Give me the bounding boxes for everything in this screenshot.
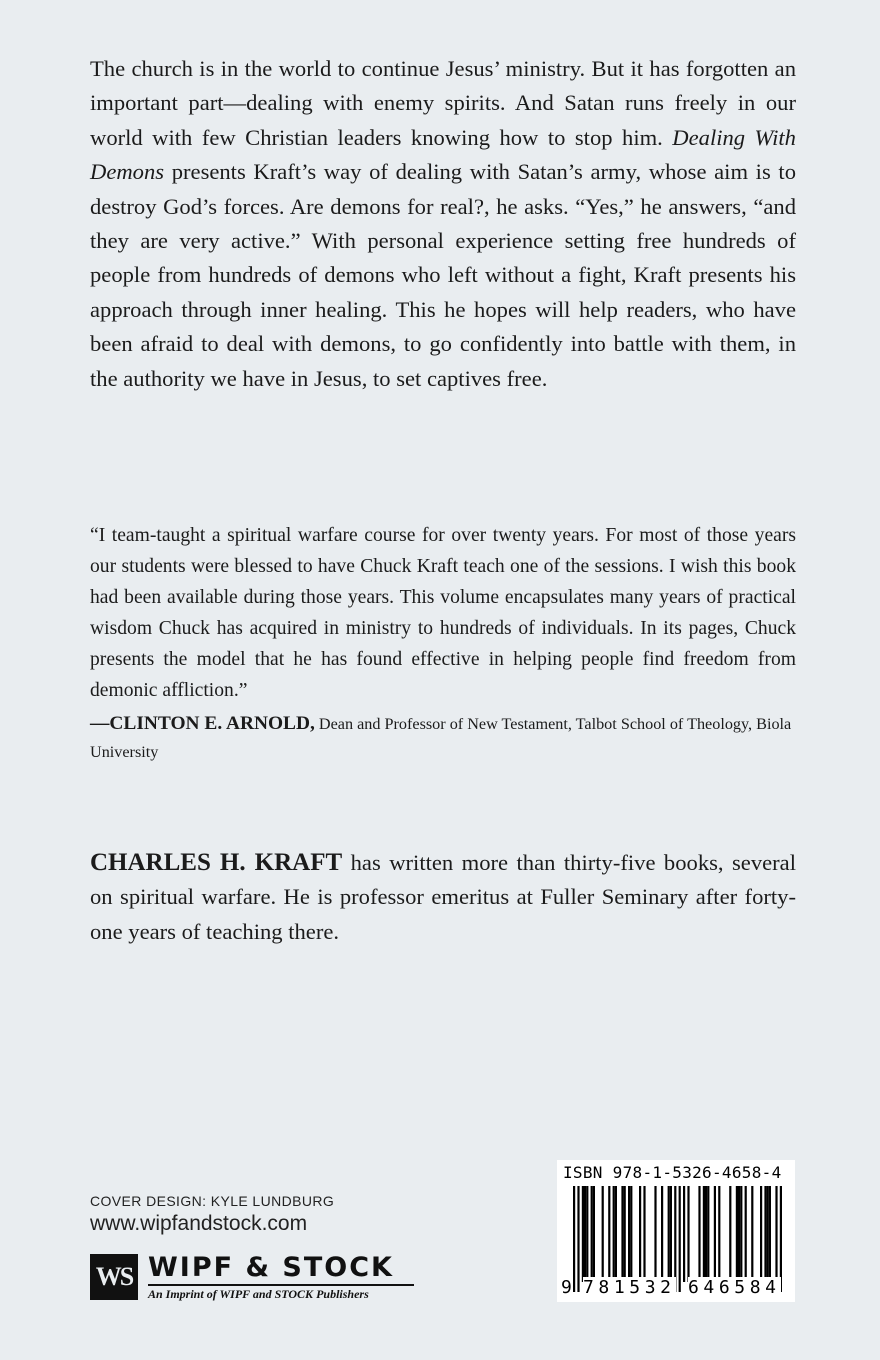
barcode-bar — [628, 1186, 630, 1282]
barcode-bar — [714, 1186, 716, 1282]
barcode-bar — [586, 1186, 588, 1282]
endorsement-quote: “I team-taught a spiritual warfare course for over twenty years. For most of those years our students were blessed to have Chuck Kraft teach one of the sessions. I wish this book had been available during those years. This volume encapsulates many years of practical wisdom Chuck has acquired in ministry to hundreds of individuals. In its pages, Chuck presents the model that he has found effective in helping people find freedom from demonic affliction.” — [90, 525, 796, 701]
barcode-bar — [584, 1186, 586, 1282]
barcode-bar — [707, 1186, 709, 1282]
barcode-bar — [760, 1186, 762, 1282]
barcode-bar — [769, 1186, 771, 1282]
barcode-bar — [683, 1186, 685, 1282]
author-bio-text: has written more than thirty-five books, several on spiritual warfare. He is professor emeritus at Fuller Seminary after forty-one years of teaching there. — [90, 850, 796, 944]
endorser-affiliation: Dean and Professor of New Testament, Talbot School of Theology, Biola University — [90, 715, 792, 761]
publisher-name: WIPF & STOCK — [148, 1252, 394, 1283]
barcode-lead-digit: 9 — [561, 1277, 572, 1298]
author-bio — [90, 846, 796, 949]
barcode-left-digits: 781532 — [583, 1277, 676, 1298]
author-name: CHARLES H. KRAFT — [90, 849, 343, 876]
barcode-bar — [767, 1186, 769, 1282]
barcode-bar — [591, 1186, 593, 1282]
endorsement-attribution — [90, 710, 796, 766]
barcode-bar — [593, 1186, 595, 1282]
cover-design-credit: COVER DESIGN: KYLE LUNDBURG — [90, 1193, 335, 1209]
barcode-bar — [698, 1186, 700, 1282]
barcode-bar — [582, 1186, 584, 1282]
barcode-bar — [639, 1186, 641, 1282]
barcode-bar — [624, 1186, 626, 1282]
barcode-bar — [738, 1186, 740, 1282]
book-title-italic: Dealing With Demons — [90, 124, 796, 185]
barcode-bar — [751, 1186, 753, 1282]
barcode-bar — [745, 1186, 747, 1282]
isbn-barcode — [557, 1160, 795, 1302]
barcode-bar — [718, 1186, 720, 1282]
barcode-bar — [654, 1186, 656, 1282]
barcode-bar — [729, 1186, 731, 1282]
logo-divider — [148, 1284, 414, 1286]
barcode-digits — [557, 1277, 795, 1301]
barcode-bar — [764, 1186, 766, 1282]
barcode-bar — [740, 1186, 742, 1282]
endorser-name: —CLINTON E. ARNOLD, — [90, 713, 315, 734]
publisher-imprint: An Imprint of WIPF and STOCK Publishers — [148, 1287, 369, 1301]
barcode-bar — [643, 1186, 645, 1282]
publisher-website[interactable]: www.wipfandstock.com — [90, 1212, 308, 1235]
barcode-bar — [668, 1186, 670, 1282]
barcode-bar — [613, 1186, 615, 1282]
barcode-bar — [630, 1186, 632, 1282]
barcode-bar — [608, 1186, 610, 1282]
barcode-bar — [705, 1186, 707, 1282]
description-blurb — [90, 52, 796, 396]
isbn-label: ISBN 978-1-5326-4658-4 — [563, 1163, 782, 1182]
publisher-logo — [90, 1254, 420, 1302]
barcode-bar — [615, 1186, 617, 1282]
barcode-bar — [687, 1186, 689, 1282]
publisher-logo-mark: WS — [90, 1254, 138, 1300]
barcode-bar — [703, 1186, 705, 1282]
barcode-bar — [736, 1186, 738, 1282]
blurb-part-1: The church is in the world to continue Jesus’ ministry. But it has forgotten an important part—dealing with enemy spirits. And Satan runs freely in our world with few Christian leaders knowing how to stop him. — [90, 56, 796, 150]
barcode-bar — [602, 1186, 604, 1282]
barcode-bar — [670, 1186, 672, 1282]
barcode-bar — [661, 1186, 663, 1282]
barcode-bar — [621, 1186, 623, 1282]
barcode-right-digits: 646584 — [688, 1277, 781, 1298]
blurb-part-2: presents Kraft’s way of dealing with Satan’s army, whose aim is to destroy God’s forces. Are demons for real?, he asks. “Yes,” he answers, “and they are very active.” With personal experience setting free hundreds of people from hundreds of demons who left without a fight, Kraft presents his approach through inner healing. This he hopes will help readers, who have been afraid to deal with demons, to go confidently into battle with them, in the authority we have in Jesus, to set captives free. — [90, 159, 796, 391]
